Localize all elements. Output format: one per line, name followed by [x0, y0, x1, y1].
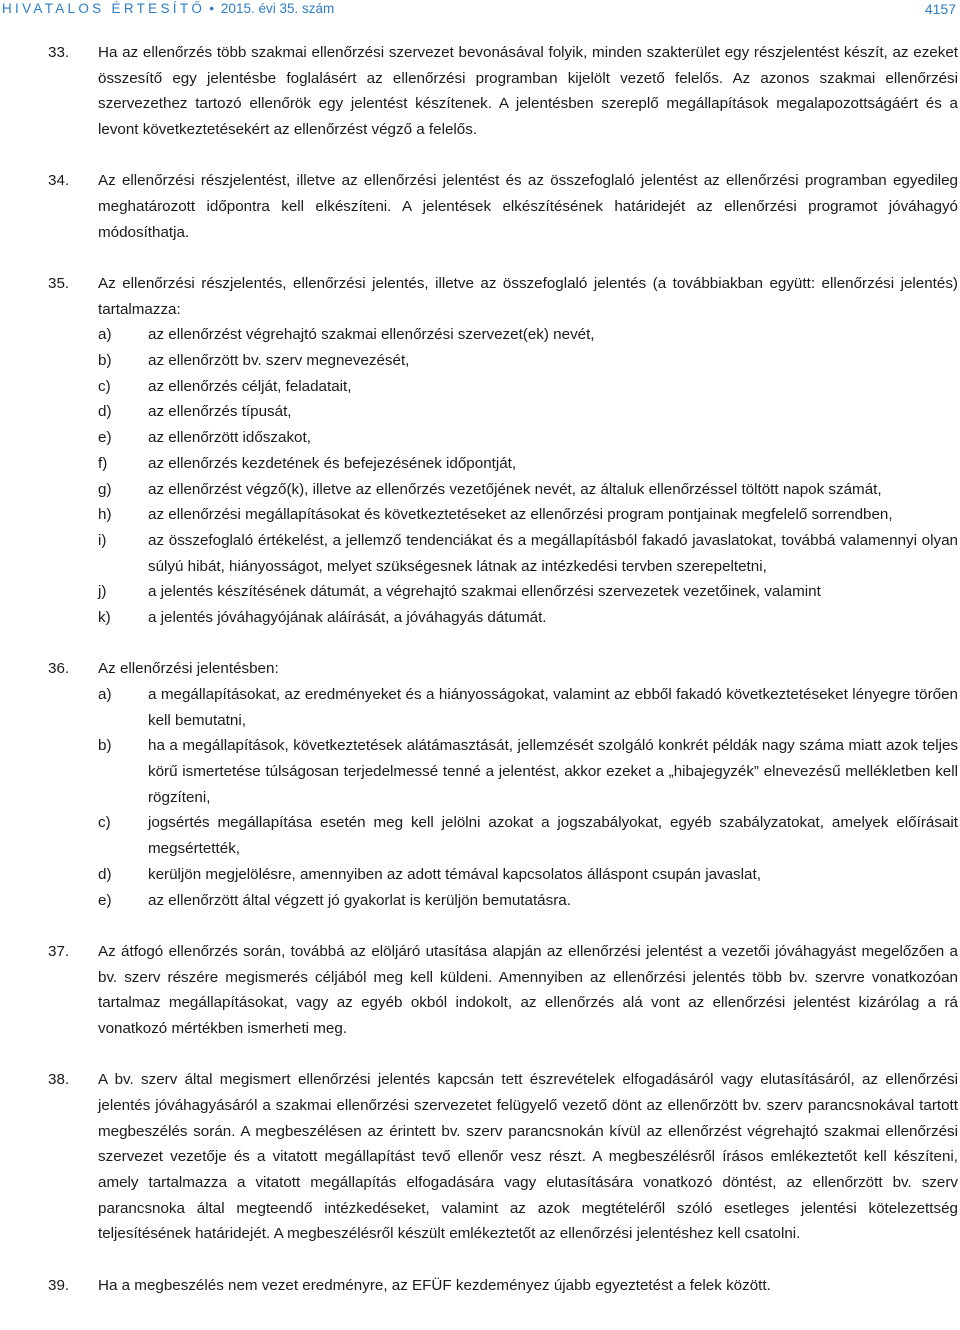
list-item — [98, 862, 958, 888]
list-item-letter: c) — [98, 377, 111, 395]
paragraph-37 — [0, 939, 958, 1042]
paragraph-39 — [0, 1273, 958, 1299]
list-item — [98, 528, 958, 579]
page-number: 4157 — [924, 1, 956, 17]
list-item-letter: b) — [98, 352, 112, 370]
list-item — [98, 374, 958, 400]
list-item-letter: g) — [98, 480, 112, 498]
list-item-letter: e) — [98, 891, 112, 909]
list-item-text: a megállapításokat, az eredményeket és a hiányosságokat, valamint az ebből fakadó következtetéseket lényegre törően kell bemutatni, — [148, 685, 958, 729]
page-header — [0, 0, 960, 30]
list-item — [98, 579, 958, 605]
list-item-text: az ellenőrzött időszakot, — [148, 429, 311, 447]
list-item-text: az összefoglaló értékelést, a jellemző tendenciákat és a megállapításból fakadó javaslatokat, továbbá valamennyi olyan súlyú hibát, hiányosságot, melyet szükségesnek látnak az intézkedési tervben szerepeltetni, — [148, 531, 958, 575]
list-item-letter: k) — [98, 609, 111, 627]
list-item-letter: f) — [98, 454, 108, 472]
list-item-text: az ellenőrzés típusát, — [148, 403, 292, 421]
list-item — [98, 451, 958, 477]
list-item — [98, 605, 958, 631]
list-item — [98, 502, 958, 528]
list-item — [98, 348, 958, 374]
paragraph-number: 35. — [48, 274, 70, 292]
paragraph-34 — [0, 168, 958, 245]
list-item-text: a jelentés készítésének dátumát, a végrehajtó szakmai ellenőrzési szervezetek vezetőinek, valamint — [148, 583, 821, 601]
list-item-letter: b) — [98, 737, 112, 755]
list-item — [98, 810, 958, 861]
list-item-letter: d) — [98, 403, 112, 421]
paragraph-text: Az ellenőrzési részjelentést, illetve az ellenőrzési jelentést és az összefoglaló jelentést az ellenőrzési programban egyedileg meghatározott időpontra kell elkészíteni. A jelentések elkészítésének határidejét az ellenőrzési programot jóváhagyó módosíthatja. — [98, 172, 958, 241]
paragraph-text: A bv. szerv által megismert ellenőrzési jelentés kapcsán tett észrevételek elfogadásáról vagy elutasításáról, az ellenőrzési jelentés jóváhagyásáról a szakmai ellenőrzési szervezetet felügyelő vezető dönt az ellenőrzött bv. szerv parancsnokával tartott megbeszélés során. A megbeszélésen az érintett bv. szerv parancsnokán kívül az ellenőrzést végrehajtó szakmai ellenőrzési szervezet vezetője és a vitatott megállapítást tevő ellenőr vesz részt. A megbeszélésről írásos emlékeztetőt kell készíteni, amely tartalmazza a vitatott megállapítás elfogadására vagy elutasítására vonatkozó döntést, az ellenőrzött bv. szerv parancsnoka által megteendő intézkedéseket, valamint az azok megtételéről szóló esetleges jelentési kötelezettség teljesítésének határidejét. A megbeszélésről készült emlékeztetőt az ellenőrzési jelentéshez kell csatolni. — [98, 1071, 958, 1243]
list-item — [98, 888, 958, 914]
list-item — [98, 399, 958, 425]
list-item-letter: e) — [98, 429, 112, 447]
list-item — [98, 477, 958, 503]
content-list — [98, 682, 958, 913]
header-separator: • — [209, 1, 214, 16]
paragraph-text: Az átfogó ellenőrzés során, továbbá az elöljáró utasítása alapján az ellenőrzési jelentést a vezetői jóváhagyást megelőzően a bv. szerv részére megismerés céljából meg kell küldeni. Amennyiben az ellenőrzési jelentés több bv. szervre vonatkozóan tartalmaz megállapításokat, vagy az egyéb okból indokolt, az ellenőrzés alá vont az ellenőrzési jelentést kizárólag a rá vonatkozó mértékben ismerheti meg. — [98, 942, 958, 1037]
list-item-letter: d) — [98, 865, 112, 883]
paragraph-35 — [0, 271, 958, 631]
paragraph-number: 36. — [48, 660, 70, 678]
list-item-text: az ellenőrzési megállapításokat és következtetéseket az ellenőrzési program pontjainak megfelelő sorrendben, — [148, 506, 893, 524]
list-item-text: ha a megállapítások, következtetések alátámasztását, jellemzését szolgáló konkrét példák nagy száma miatt azok teljes körű ismertetése túlságosan terjedelmessé tenné a jelentést, akkor ezeket a „hibajegyzék” elnevezésű mellékletben kell rögzíteni, — [148, 737, 958, 806]
list-item-text: az ellenőrzés kezdetének és befejezésének időpontját, — [148, 454, 517, 472]
list-item-letter: c) — [98, 814, 111, 832]
list-item-text: a jelentés jóváhagyójának aláírását, a jóváhagyás dátumát. — [148, 609, 547, 627]
list-item-text: az ellenőrzött bv. szerv megnevezését, — [148, 352, 410, 370]
paragraph-38 — [0, 1067, 958, 1247]
paragraph-number: 39. — [48, 1276, 70, 1294]
paragraph-36 — [0, 656, 958, 913]
publication-info — [2, 1, 334, 16]
list-item — [98, 733, 958, 810]
list-item-text: az ellenőrzött által végzett jó gyakorlat is kerüljön bemutatásra. — [148, 891, 571, 909]
list-item-text: az ellenőrzést végző(k), illetve az ellenőrzés vezetőjének nevét, az általuk ellenőrzéssel töltött napok számát, — [148, 480, 882, 498]
document-body — [0, 40, 958, 1324]
paragraph-text: Az ellenőrzési jelentésben: — [98, 660, 279, 678]
paragraph-number: 38. — [48, 1071, 70, 1089]
list-item-text: jogsértés megállapítása esetén meg kell jelölni azokat a jogszabályokat, egyéb szabályzatokat, amelyek előírásait megsértették, — [148, 814, 958, 858]
list-item-text: az ellenőrzés célját, feladatait, — [148, 377, 352, 395]
list-item-letter: j) — [98, 583, 107, 601]
issue-label: 2015. évi 35. szám — [220, 1, 335, 16]
list-item — [98, 425, 958, 451]
list-item — [98, 682, 958, 733]
paragraph-text: Az ellenőrzési részjelentés, ellenőrzési jelentés, illetve az összefoglaló jelentés (a továbbiakban együtt: ellenőrzési jelentés) tartalmazza: — [98, 274, 958, 318]
list-item-text: az ellenőrzést végrehajtó szakmai ellenőrzési szervezet(ek) nevét, — [148, 326, 595, 344]
publication-title: HIVATALOS ÉRTESÍTŐ — [2, 1, 206, 16]
list-item-text: kerüljön megjelölésre, amennyiben az adott témával kapcsolatos álláspont csupán javaslat, — [148, 865, 761, 883]
list-item-letter: a) — [98, 685, 112, 703]
paragraph-number: 34. — [48, 172, 70, 190]
list-item-letter: i) — [98, 531, 107, 549]
list-item-letter: a) — [98, 326, 112, 344]
paragraph-text: Ha az ellenőrzés több szakmai ellenőrzési szervezet bevonásával folyik, minden szakterület egy részjelentést készít, az ezeket összesítő egy jelentésbe foglalásért az ellenőrzési programban kijelölt vezető felelős. Az azonos szakmai ellenőrzési szervezethez tartozó ellenőrök egy jelentést készítenek. A jelentésben szereplő megállapítások megalapozottságáért és a levont következtetésekért az ellenőrzést végző a felelős. — [98, 44, 958, 139]
paragraph-text: Ha a megbeszélés nem vezet eredményre, az EFÜF kezdeményez újabb egyeztetést a felek között. — [98, 1276, 771, 1294]
content-list — [98, 322, 958, 630]
list-item — [98, 322, 958, 348]
paragraph-number: 33. — [48, 44, 70, 61]
list-item-letter: h) — [98, 506, 112, 524]
paragraph-number: 37. — [48, 942, 70, 960]
paragraph-33 — [0, 40, 958, 143]
